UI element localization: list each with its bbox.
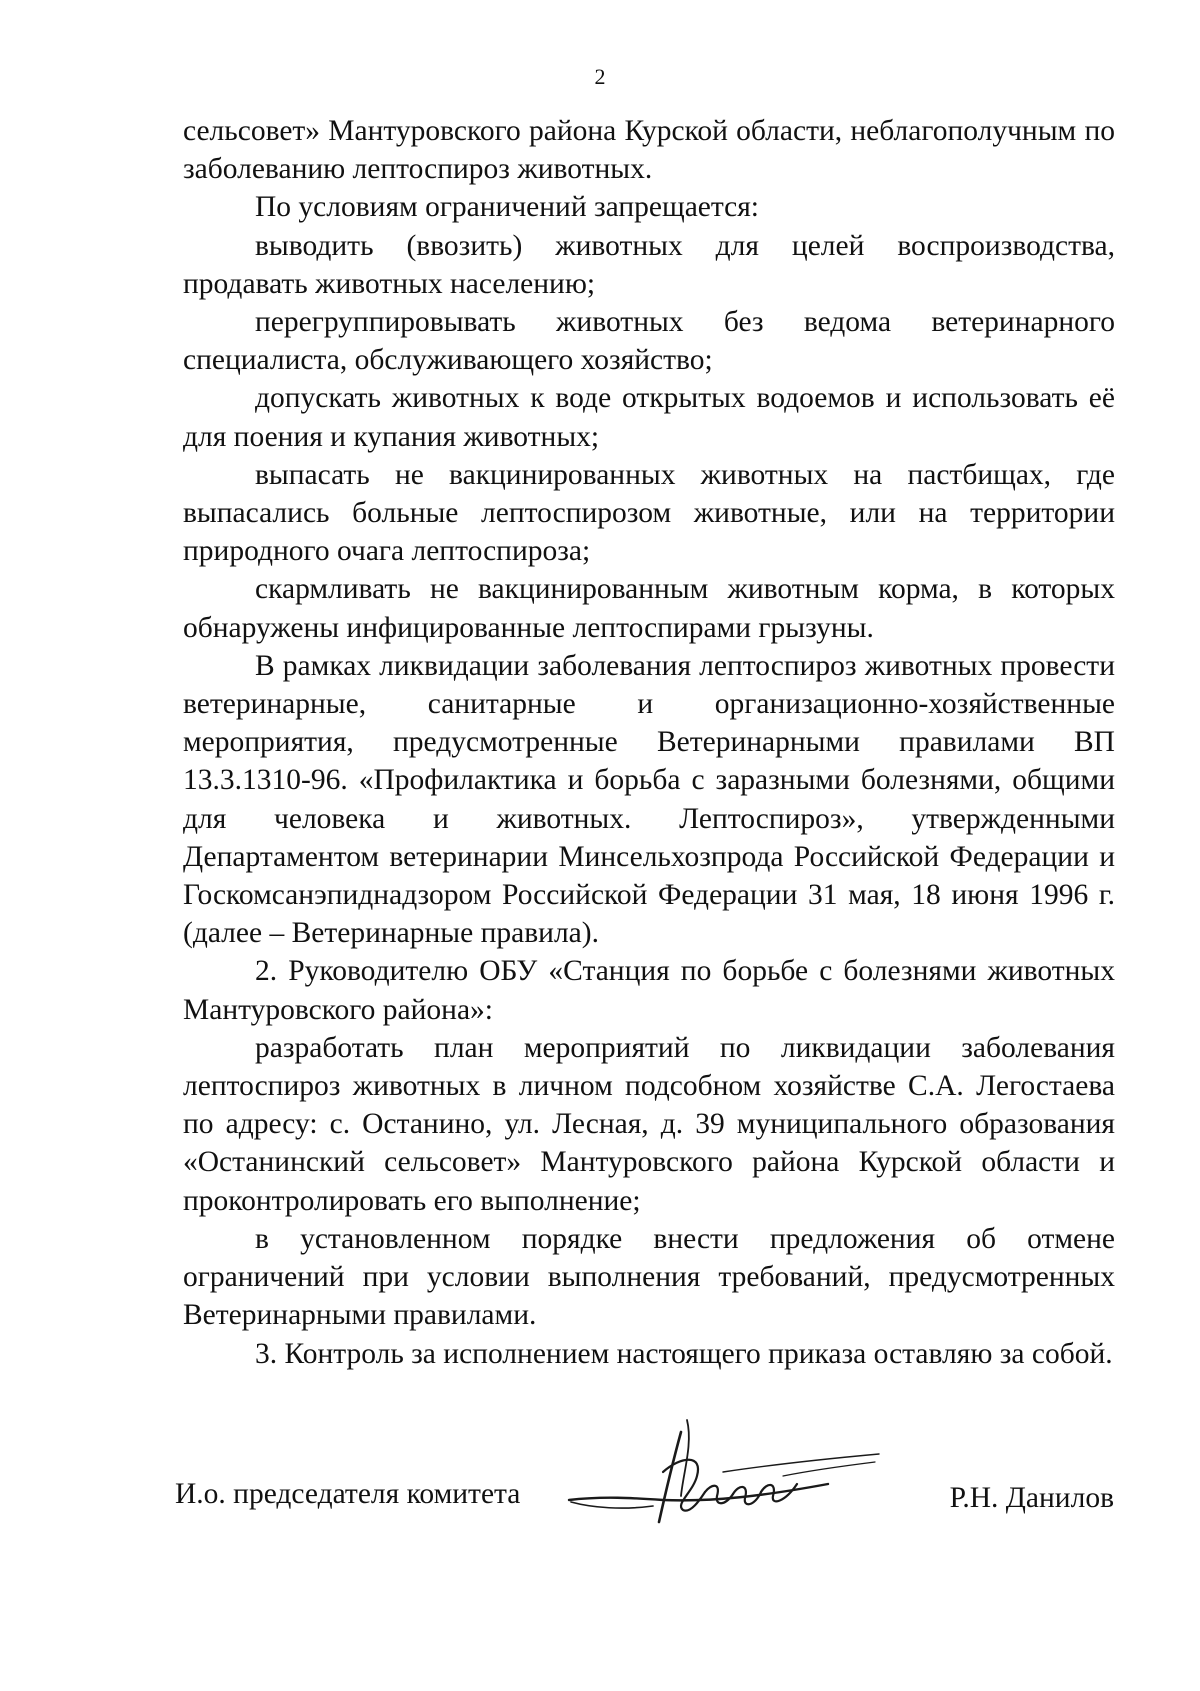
restriction-item: скармливать не вакцинированным животным корма, в которых обнаружены инфицированные лептоспирами грызуны.: [183, 573, 1115, 644]
document-body: [183, 112, 1115, 1373]
paragraph-item-3: 3. Контроль за исполнением настоящего приказа оставляю за собой.: [255, 1337, 1113, 1370]
signature-block: [175, 1420, 1120, 1530]
handwritten-signature: [563, 1414, 883, 1529]
task-item: в установленном порядке внести предложения об отмене ограничений при условии выполнения требований, предусмотренных Ветеринарными правилами.: [183, 1222, 1115, 1332]
paragraph-measures: В рамках ликвидации заболевания лептоспироз животных провести ветеринарные, санитарные и организационно-хозяйственные мероприятия, предусмотренные Ветеринарными правилами ВП 13.3.1310-96. «Профилактика и борьба с заразными болезнями, общими для человека и животных. Лептоспироз», утвержденными Департаментом ветеринарии Минсельхозпрода Российской Федерации и Госкомсанэпиднадзором Российской Федерации 31 мая, 18 июня 1996 г. (далее – Ветеринарные правила).: [183, 649, 1115, 950]
paragraph-continuation: сельсовет» Мантуровского района Курской области, неблагополучным по заболеванию лептоспироз животных.: [183, 115, 1115, 186]
paragraph-item-2: 2. Руководителю ОБУ «Станция по борьбе с болезнями животных Мантуровского района»:: [183, 955, 1115, 1026]
restriction-item: допускать животных к воде открытых водоемов и использовать её для поения и купания животных;: [183, 382, 1115, 453]
page-number: 2: [594, 64, 606, 89]
paragraph-restrictions-intro: По условиям ограничений запрещается:: [255, 191, 760, 224]
signatory-role: И.о. председателя комитета: [175, 1478, 521, 1510]
restriction-item: выпасать не вакцинированных животных на пастбищах, где выпасались больные лептоспирозом животные, или на территории природного очага лептоспироза;: [183, 458, 1115, 568]
restriction-item: перегруппировывать животных без ведома ветеринарного специалиста, обслуживающего хозяйство;: [183, 306, 1115, 377]
signatory-name: Р.Н. Данилов: [949, 1482, 1114, 1514]
restriction-item: выводить (ввозить) животных для целей воспроизводства, продавать животных населению;: [183, 229, 1115, 300]
task-item: разработать план мероприятий по ликвидации заболевания лептоспироз животных в личном подсобном хозяйстве С.А. Легостаева по адресу: с. Останино, ул. Лесная, д. 39 муниципального образования «Останинский сельсовет» Мантуровского района Курской области и проконтролировать его выполнение;: [183, 1031, 1115, 1217]
